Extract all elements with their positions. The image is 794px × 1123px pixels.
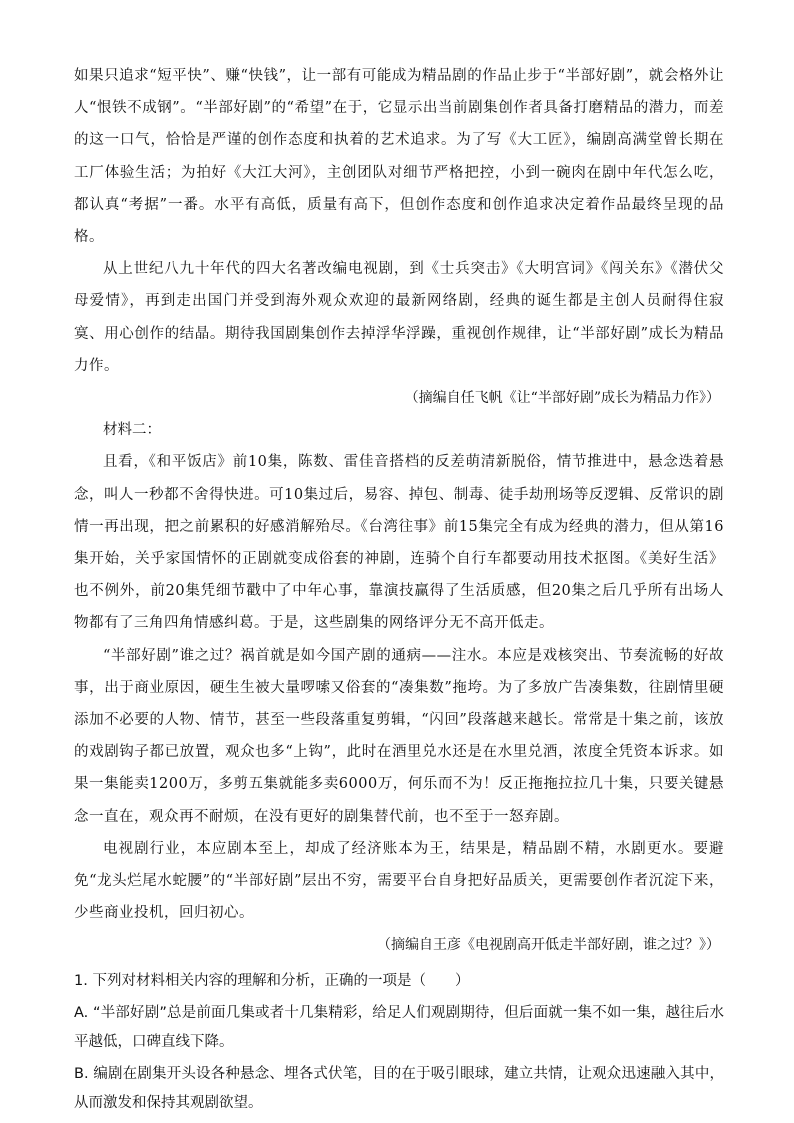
material2-label: 材料二： xyxy=(103,422,161,439)
question-stem: 1. 下列对材料相关内容的理解和分析，正确的一项是（ ） xyxy=(74,972,470,989)
material2-paragraph-3: 电视剧行业，本应剧本至上，却成了经济账本为王，结果是，精品剧不精，水剧更水。要避免“龙头烂尾水蛇腰”的“半部好剧”层出不穷，需要平台自身把好品质关，更需要创作者沉淀下来，少些商业投机，回归初心。 xyxy=(74,840,724,922)
option-b: B. 编剧在剧集开头设各种悬念、埋各式伏笔，目的在于吸引眼球，建立共情，让观众迅速融入其中，从而激发和保持其观剧欲望。 xyxy=(74,1065,724,1111)
material1-paragraph-1: 如果只追求“短平快”、赚“快钱”，让一部有可能成为精品剧的作品止步于“半部好剧”，就会格外让人“恨铁不成钢”。“半部好剧”的“希望”在于，它显示出当前剧集创作者具备打磨精品的潜力，而差的这一口气，恰恰是严谨的创作态度和执着的艺术追求。为了写《大工匠》，编剧高满堂曾长期在工厂体验生活；为拍好《大江大河》，主创团队对细节严格把控，小到一碗肉在剧中年代怎么吃，都认真“考据”一番。水平有高低，质量有高下，但创作态度和创作追求决定着作品最终呈现的品格。 xyxy=(74,68,724,246)
material2-paragraph-1: 且看，《和平饭店》前10集，陈数、雷佳音搭档的反差萌清新脱俗，情节推进中，悬念迭着悬念，叫人一秒都不舍得快进。可10集过后，易容、掉包、制毒、徒手劫刑场等反逻辑、反常识的剧情一再出现，把之前累积的好感消解殆尽。《台湾往事》前15集完全有成为经典的潜力，但从第16集开始，关乎家国情怀的正剧就变成俗套的神剧，连骑个自行车都要动用技术抠图。《美好生活》也不例外，前20集凭细节戳中了中年心事，靠演技赢得了生活质感，但20集之后几乎所有出场人物都有了三角四角情感纠葛。于是，这些剧集的网络评分无不高开低走。 xyxy=(74,454,724,632)
material2-source: （摘编自王彦《电视剧高开低走半部好剧，谁之过？》） xyxy=(377,937,720,954)
material1-source: （摘编自任飞帆《让“半部好剧”成长为精品力作》） xyxy=(404,390,720,407)
material1-paragraph-2: 从上世纪八九十年代的四大名著改编电视剧，到《士兵突击》《大明宫词》《闯关东》《潜伏父母爱情》，再到走出国门并受到海外观众欢迎的最新网络剧，经典的诞生都是主创人员耐得住寂寞、用心创作的结晶。期待我国剧集创作去掉浮华浮躁，重视创作规律，让“半部好剧”成长为精品力作。 xyxy=(74,261,724,374)
document-page xyxy=(74,60,724,1118)
material2-paragraph-2: “半部好剧”谁之过？祸首就是如今国产剧的通病——注水。本应是戏核突出、节奏流畅的好故事，出于商业原因，硬生生被大量啰嗦又俗套的“凑集数”拖垮。为了多放广告凑集数，往剧情里硬添加不必要的人物、情节，甚至一些段落重复剪辑，“闪回”段落越来越长。常常是十集之前，该放的戏剧钩子都已放置，观众也多“上钩”，此时在酒里兑水还是在水里兑酒，浓度全凭资本诉求。如果一集能卖1200万，多剪五集就能多卖6000万，何乐而不为！反正拖拖拉拉几十集，只要关键悬念一直在，观众再不耐烦，在没有更好的剧集替代前，也不至于一怒弃剧。 xyxy=(74,647,724,825)
option-a: A. “半部好剧”总是前面几集或者十几集精彩，给足人们观剧期待，但后面就一集不如一集，越往后水平越低，口碑直线下降。 xyxy=(74,1004,724,1050)
